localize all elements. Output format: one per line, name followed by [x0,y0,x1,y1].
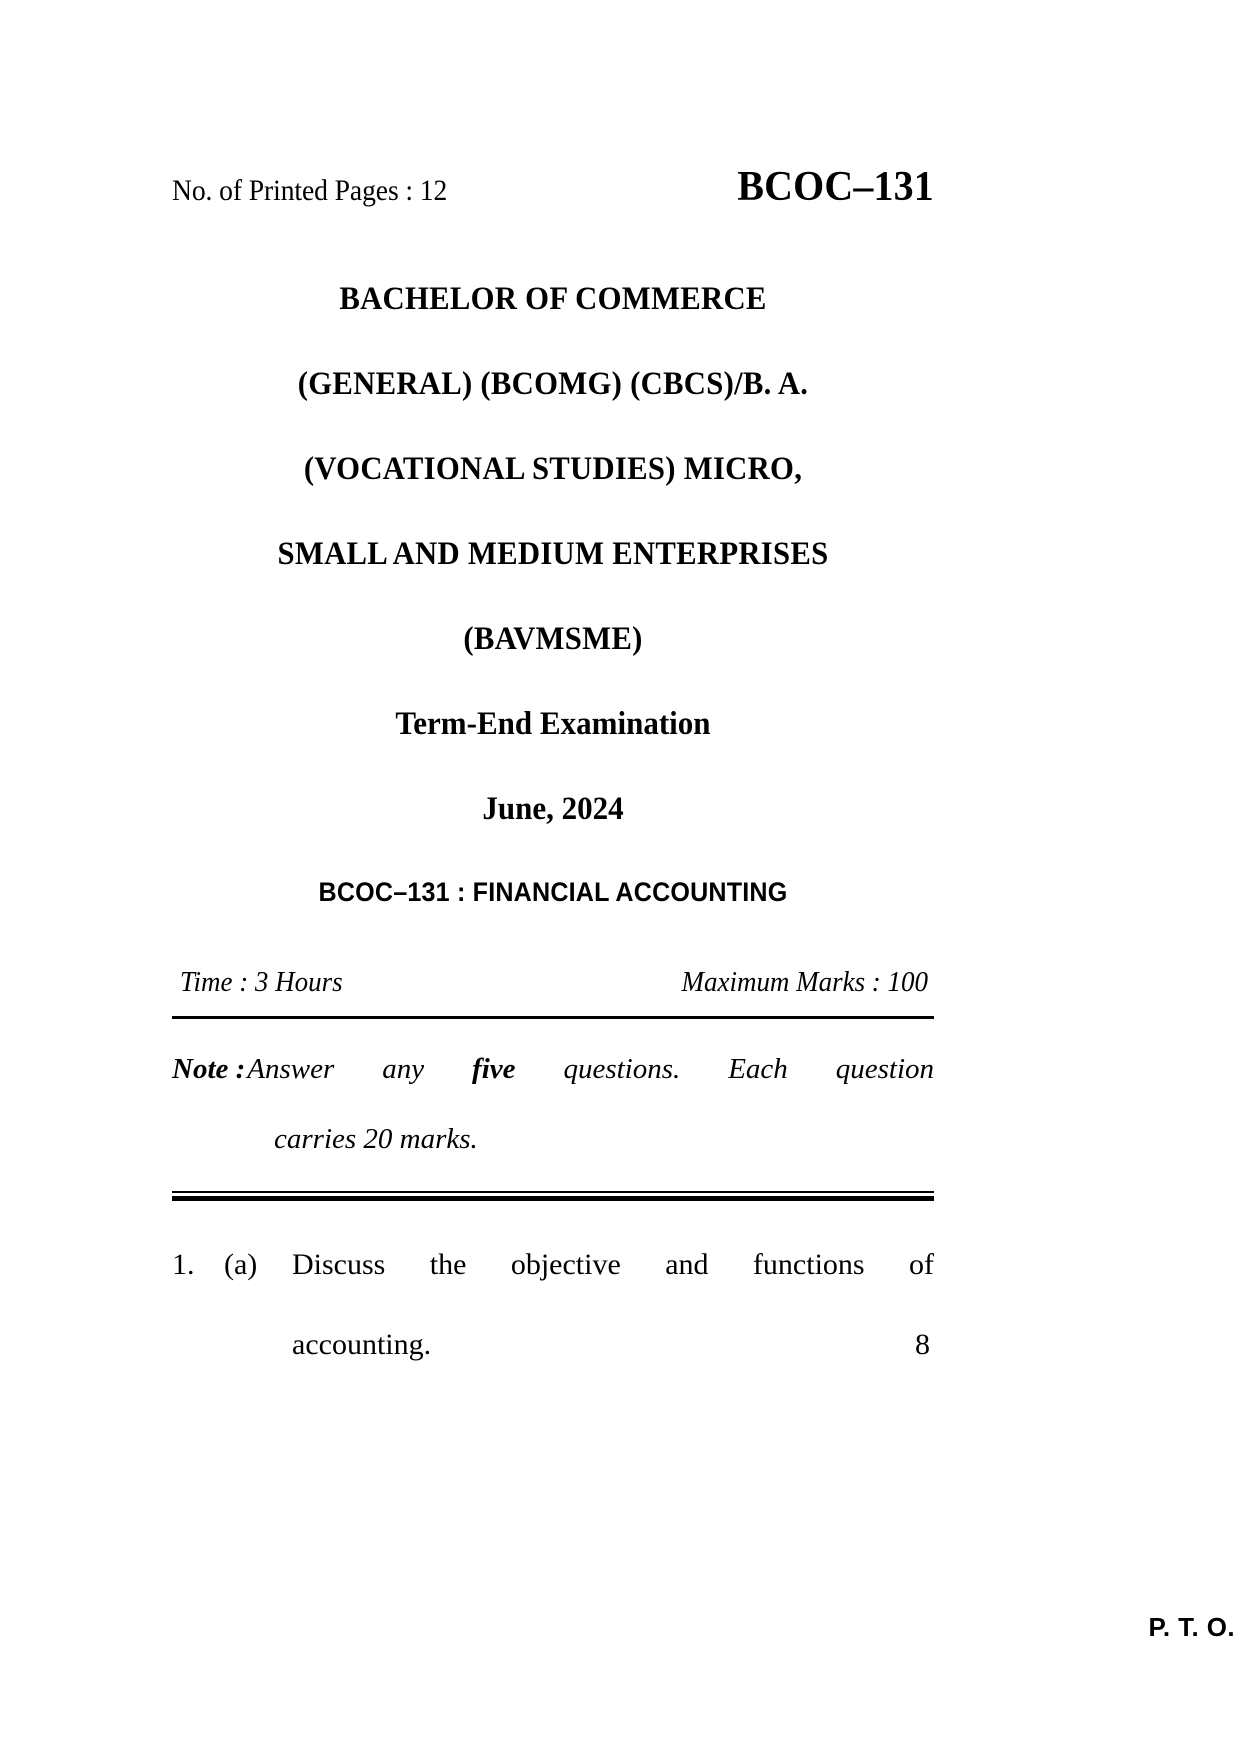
divider-single [172,1016,934,1019]
divider-double-thin [172,1191,934,1193]
printed-pages-count: No. of Printed Pages : 12 [172,174,448,207]
note-text-after: questions. Each question [563,1053,935,1085]
programme-title-line-5: (BAVMSME) [463,621,643,657]
instructions-note [172,1047,934,1161]
programme-title-line-2: (GENERAL) (BCOMG) (CBCS)/B. A. [297,366,809,402]
note-text [247,1047,934,1091]
note-text-before: Answer any [247,1053,425,1085]
pto-label: P. T. O. [1148,1612,1235,1642]
question-number: 1. [172,1248,195,1281]
divider-double-thick [172,1196,934,1201]
programme-title [172,257,934,682]
question-marks: 8 [915,1328,930,1361]
exam-session: June, 2024 [482,791,624,827]
page-content [172,0,934,1369]
paper-title: BCOC–131 : FINANCIAL ACCOUNTING [318,877,788,907]
exam-type: Term-End Examination [395,706,711,742]
note-line-2: carries 20 marks. [274,1123,478,1155]
exam-duration: Time : 3 Hours [180,966,343,998]
note-label: Note : [172,1053,246,1085]
divider-double [172,1191,934,1201]
programme-title-line-3: (VOCATIONAL STUDIES) MICRO, [303,451,803,487]
course-code: BCOC–131 [737,164,934,210]
question-text: Discuss the objective and functions of [292,1248,934,1281]
exam-info-row [172,966,934,999]
programme-title-line-4: SMALL AND MEDIUM ENTERPRISES [277,536,829,572]
page-turn-over-footer [479,1612,1241,1643]
question-text-continued: accounting. [292,1328,432,1361]
exam-maximum-marks: Maximum Marks : 100 [681,966,928,998]
programme-title-line-1: BACHELOR OF COMMERCE [339,281,767,317]
question-item [172,1241,934,1369]
note-emphasis: five [472,1053,516,1085]
page-header [172,0,934,219]
question-part-label: (a) [224,1248,258,1281]
